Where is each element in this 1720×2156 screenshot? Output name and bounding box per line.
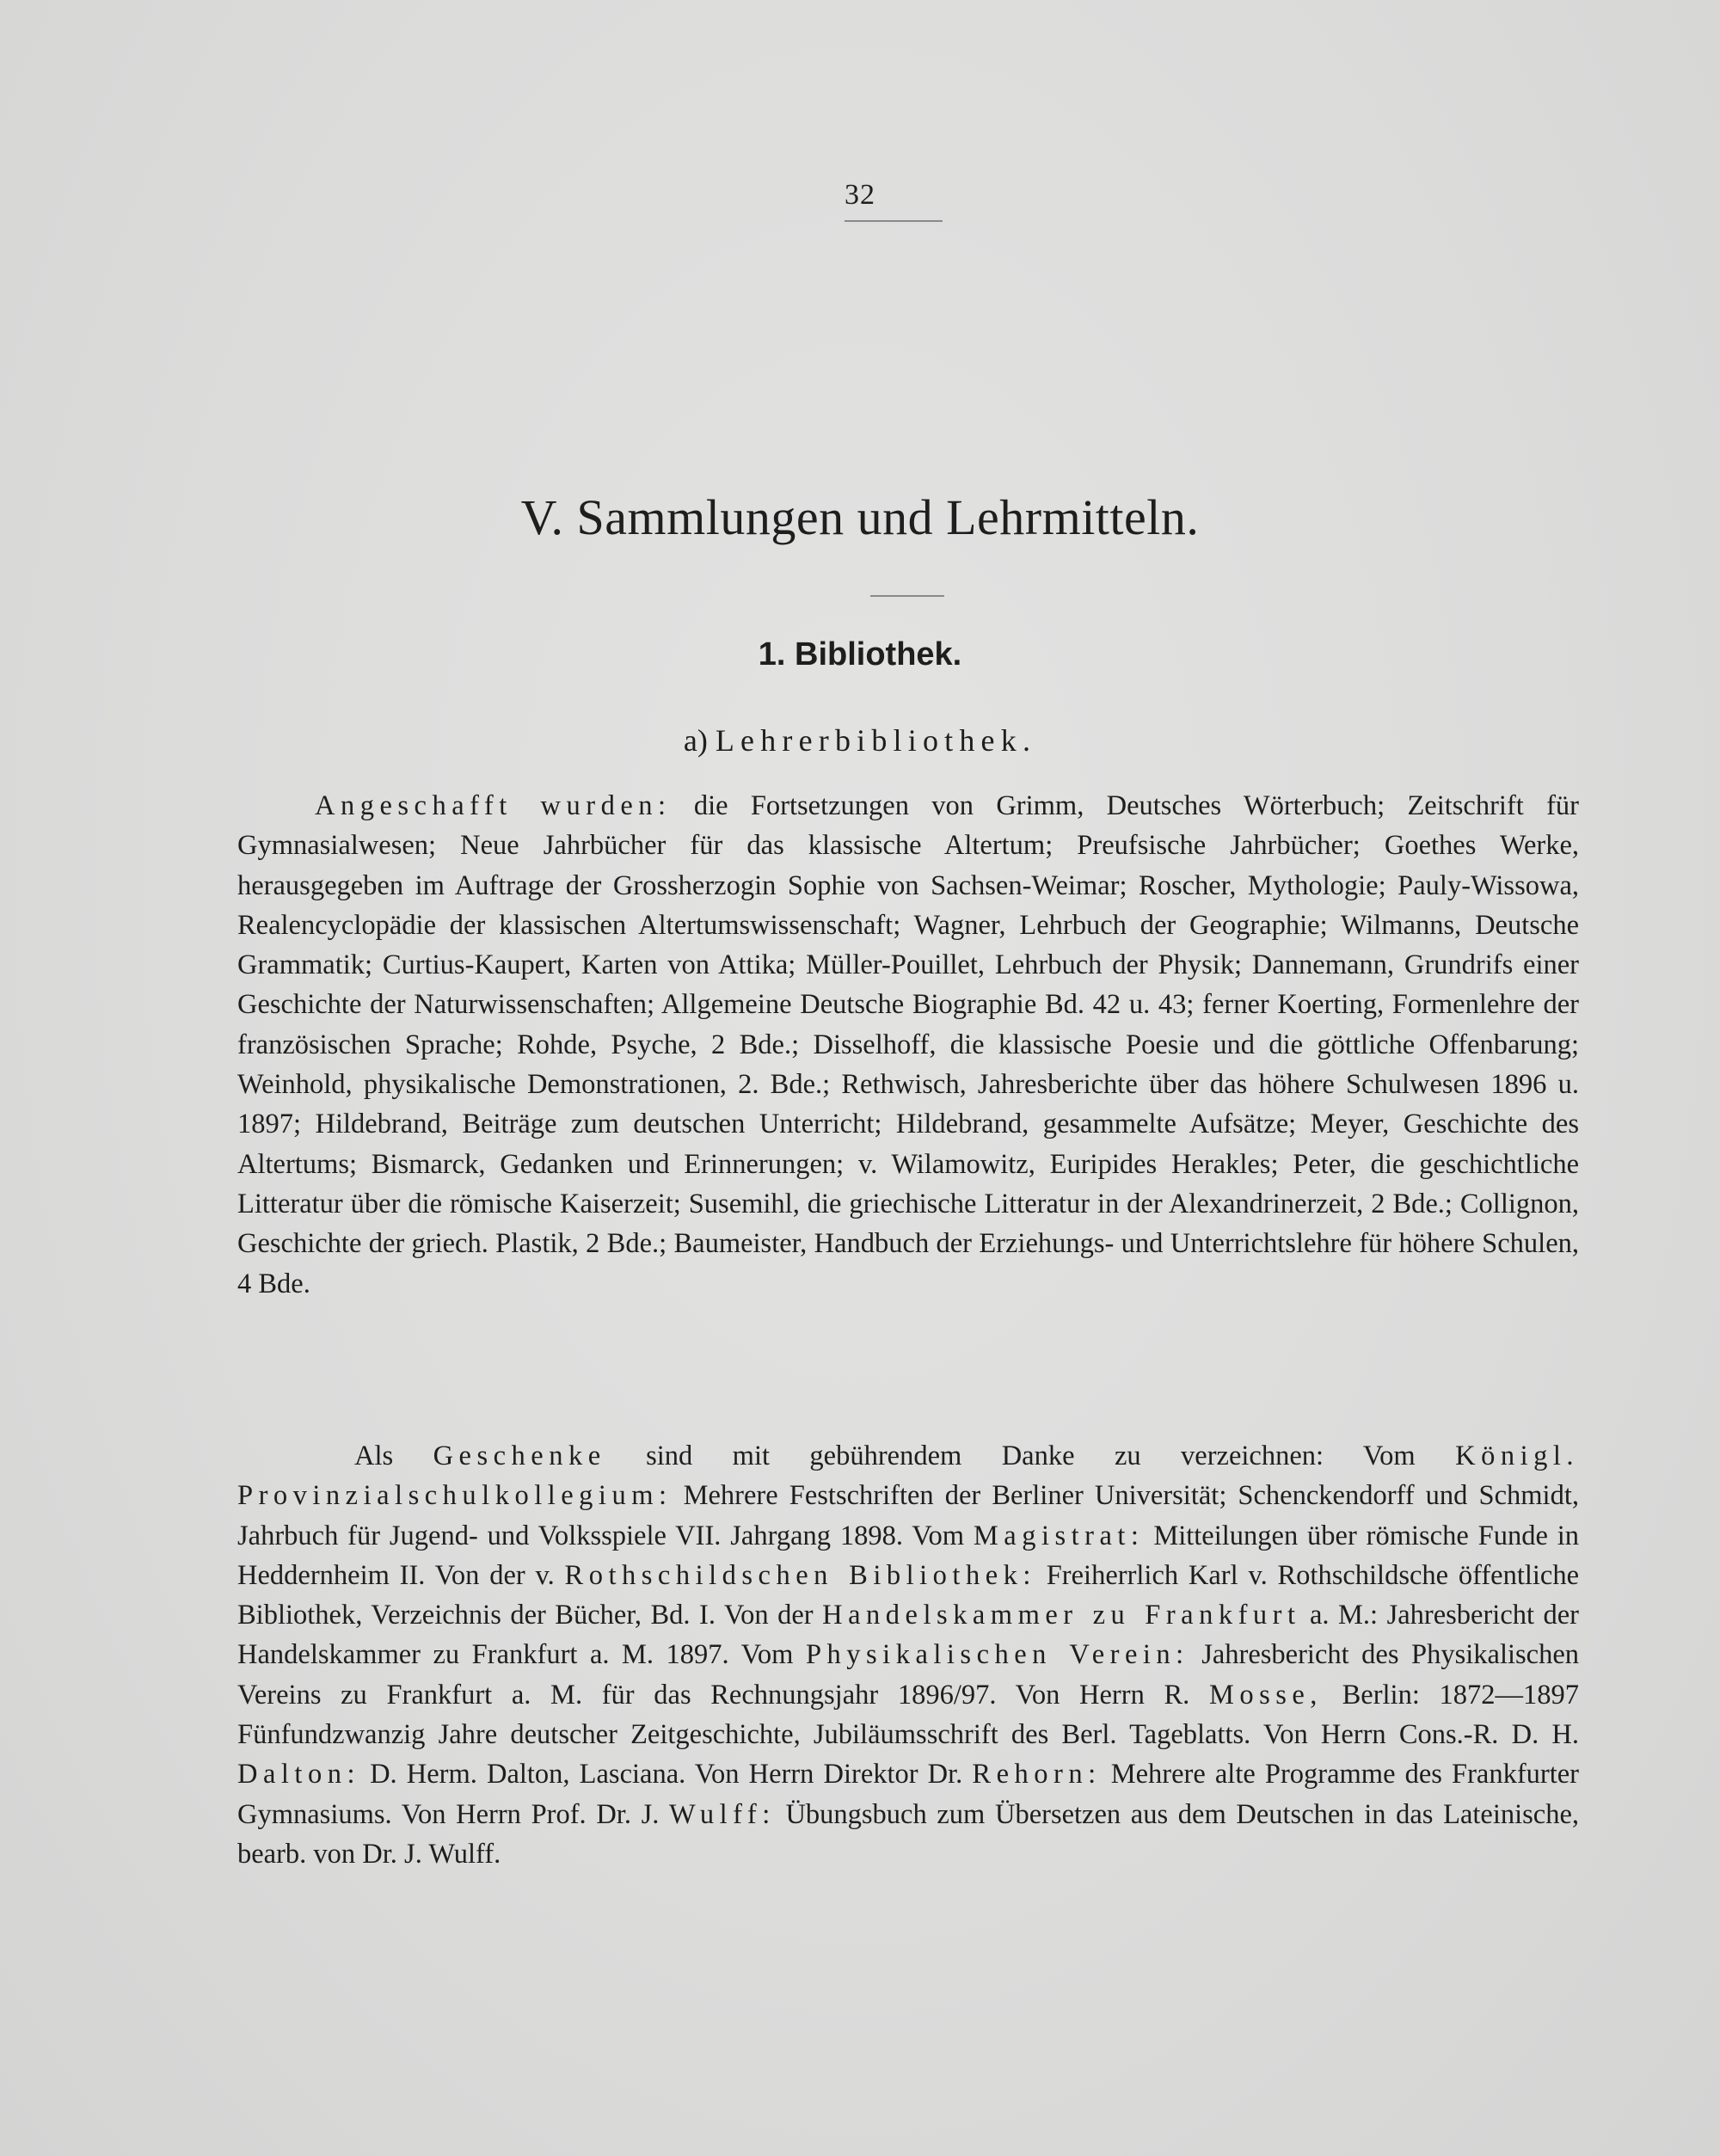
donations-text-2: sind mit gebührendem Danke zu verzeichnen: Vom [646,1440,1416,1471]
page-number-rule [845,220,943,222]
donor-dalton: Dalton: [237,1759,360,1791]
donor-rehorn: Rehorn: [972,1759,1102,1791]
donor-physikalischer-verein: Physikalischen Verein: [805,1639,1189,1671]
page-number: 32 [845,179,875,211]
subsection-prefix: a) [683,723,708,758]
donations-text-4: Mitteilungen über römische Funde in Heddernheim II. Von der v. [237,1520,1579,1591]
acquisitions-text: die Fortsetzungen von Grimm, Deutsches Wörterbuch; Zeitschrift für Gymnasialwesen; Neue Jahrbücher für das klassische Altertum; Preufsische Jahrbücher; Goethes Werke, herausgegeben im Auftrage der Grossherzogin Sophie von Sachsen-Weimar; Roscher, Mythologie; Pauly-Wissowa, Realencyclopädie der klassischen Altertumswissenschaft; Wagner, Lehrbuch der Geographie; Wilmanns, Deutsche Grammatik; Curtius-Kaupert, Karten von Attika; Müller-Pouillet, Lehrbuch der Physik; Dannemann, Grundrifs einer Geschichte der Naturwissenschaften; Allgemeine Deutsche Biographie Bd. 42 u. 43; ferner Koerting, Formenlehre der französischen Sprache; Rohde, Psyche, 2 Bde.; Disselhoff, die klassische Poesie und die göttliche Offenbarung; Weinhold, physikalische Demonstrationen, 2. Bde.; Rethwisch, Jahresberichte über das höhere Schulwesen 1896 u. 1897; Hildebrand, Beiträge zum deutschen Unterricht; Hildebrand, gesammelte Aufsätze; Meyer, Geschichte des Altertums; Bismarck, Gedanken und Erinnerungen; v. Wilamowitz, Euripides Herakles; Peter, die geschichtliche Litteratur über die römische Kaiserzeit; Susemihl, die griechische Litteratur in der Alexandrinerzeit, 2 Bde.; Collignon, Geschichte der griech. Plastik, 2 Bde.; Baumeister, Handbuch der Erziehungs- und Unterrichtslehre für höhere Schulen, 4 Bde. [237,790,1579,1299]
donor-rothschild-bibliothek: Rothschildschen Bibliothek: [564,1559,1036,1591]
donations-text-11: Übungsbuch zum Übersetzen aus dem Deutschen in das Lateinische, bearb. von Dr. J. Wulff. [237,1798,1580,1870]
chapter-divider [870,595,944,597]
donor-wulff: Wulff: [669,1798,776,1830]
acquisitions-lead: Angeschafft wurden: [315,790,672,821]
donations-lead: Geschenke [433,1440,606,1471]
paragraph-donations [237,1436,1579,1874]
donations-text-5: Freiherrlich Karl v. Rothschildsche öffentliche Bibliothek, Verzeichnis der Bücher, Bd. I. Von der [237,1559,1580,1631]
donations-text-9: D. Herm. Dalton, Lasciana. Von Herrn Direktor Dr. [370,1759,963,1791]
donor-magistrat: Magistrat: [973,1520,1145,1551]
donations-text-7: Jahresbericht des Physikalischen Vereins zu Frankfurt a. M. für das Rechnungsjahr 1896/97. Von Herrn R. [237,1639,1580,1711]
donor-provinzialschulkollegium: Königl. Provinzialschulkollegium: [237,1440,1580,1512]
donations-text-3: Mehrere Festschriften der Berliner Universität; Schenckendorff und Schmidt, Jahrbuch für Jugend- und Volksspiele VII. Jahrgang 1898. Vom [237,1480,1579,1551]
donations-text-8: Berlin: 1872—1897 Fünfundzwanzig Jahre deutscher Zeitgeschichte, Jubiläumsschrift des Berl. Tageblatts. Von Herrn Cons.-R. D. H. [237,1679,1580,1751]
subsection-name: Lehrerbibliothek. [715,723,1037,758]
donations-text-1: Als [354,1440,394,1471]
donations-text-10: Mehrere alte Programme des Frankfurter Gymnasiums. Von Herrn Prof. Dr. J. [237,1759,1579,1830]
donor-mosse: Mosse, [1208,1679,1323,1711]
subsection-title [0,722,1720,759]
donations-text-6: a. M.: Jahresbericht der Handelskammer zu Frankfurt a. M. 1897. Vom [237,1600,1580,1671]
donor-handelskammer: Handelskammer zu Frankfurt [822,1600,1301,1631]
paragraph-acquisitions [237,786,1579,1304]
section-title: 1. Bibliothek. [758,636,962,673]
chapter-title: V. Sammlungen und Lehrmitteln. [520,489,1200,545]
